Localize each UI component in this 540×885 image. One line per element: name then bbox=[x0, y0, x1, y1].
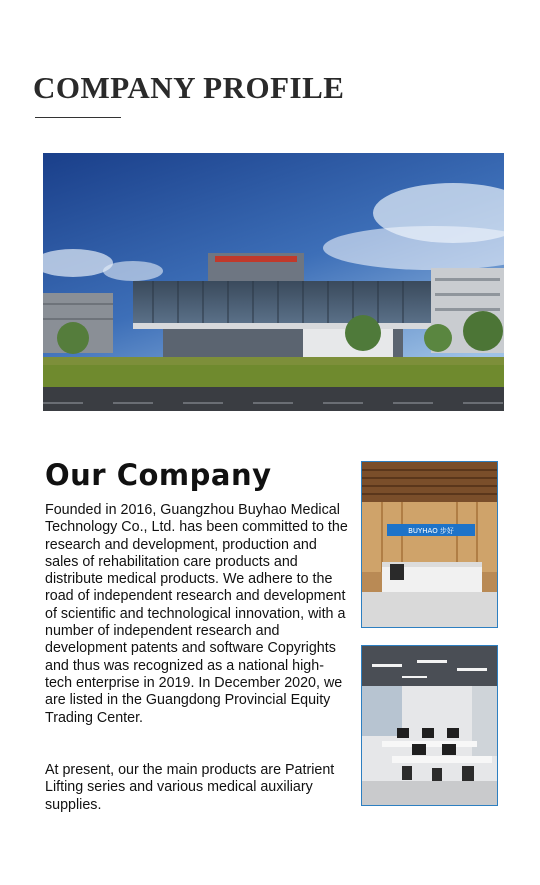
title-underline bbox=[35, 117, 121, 118]
page-title: COMPANY PROFILE bbox=[33, 70, 345, 105]
products-description: At present, our the main products are Patrient Lifting series and various medical auxiliary supplies. bbox=[45, 762, 335, 813]
reception-sign-text: BUYHAO 步好 bbox=[408, 527, 454, 535]
company-description: Founded in 2016, Guangzhou Buyhao Medical Technology Co., Ltd. has been committed to the research and development, production and sales of rehabilitation care products and distribute medical products. We adhere to the road of independent research and development of scientific and technological innovation, with a number of independent research and development patents and software Copyrights and thus was recognized as a national high-tech enterprise in 2019. In December 2020, we are listed in the Guangdong Provincial Equity Trading Center. bbox=[45, 502, 348, 726]
section-heading: Our Company bbox=[45, 458, 272, 492]
company-building-photo bbox=[43, 153, 504, 411]
reception-photo bbox=[361, 461, 498, 628]
office-photo bbox=[361, 645, 498, 806]
